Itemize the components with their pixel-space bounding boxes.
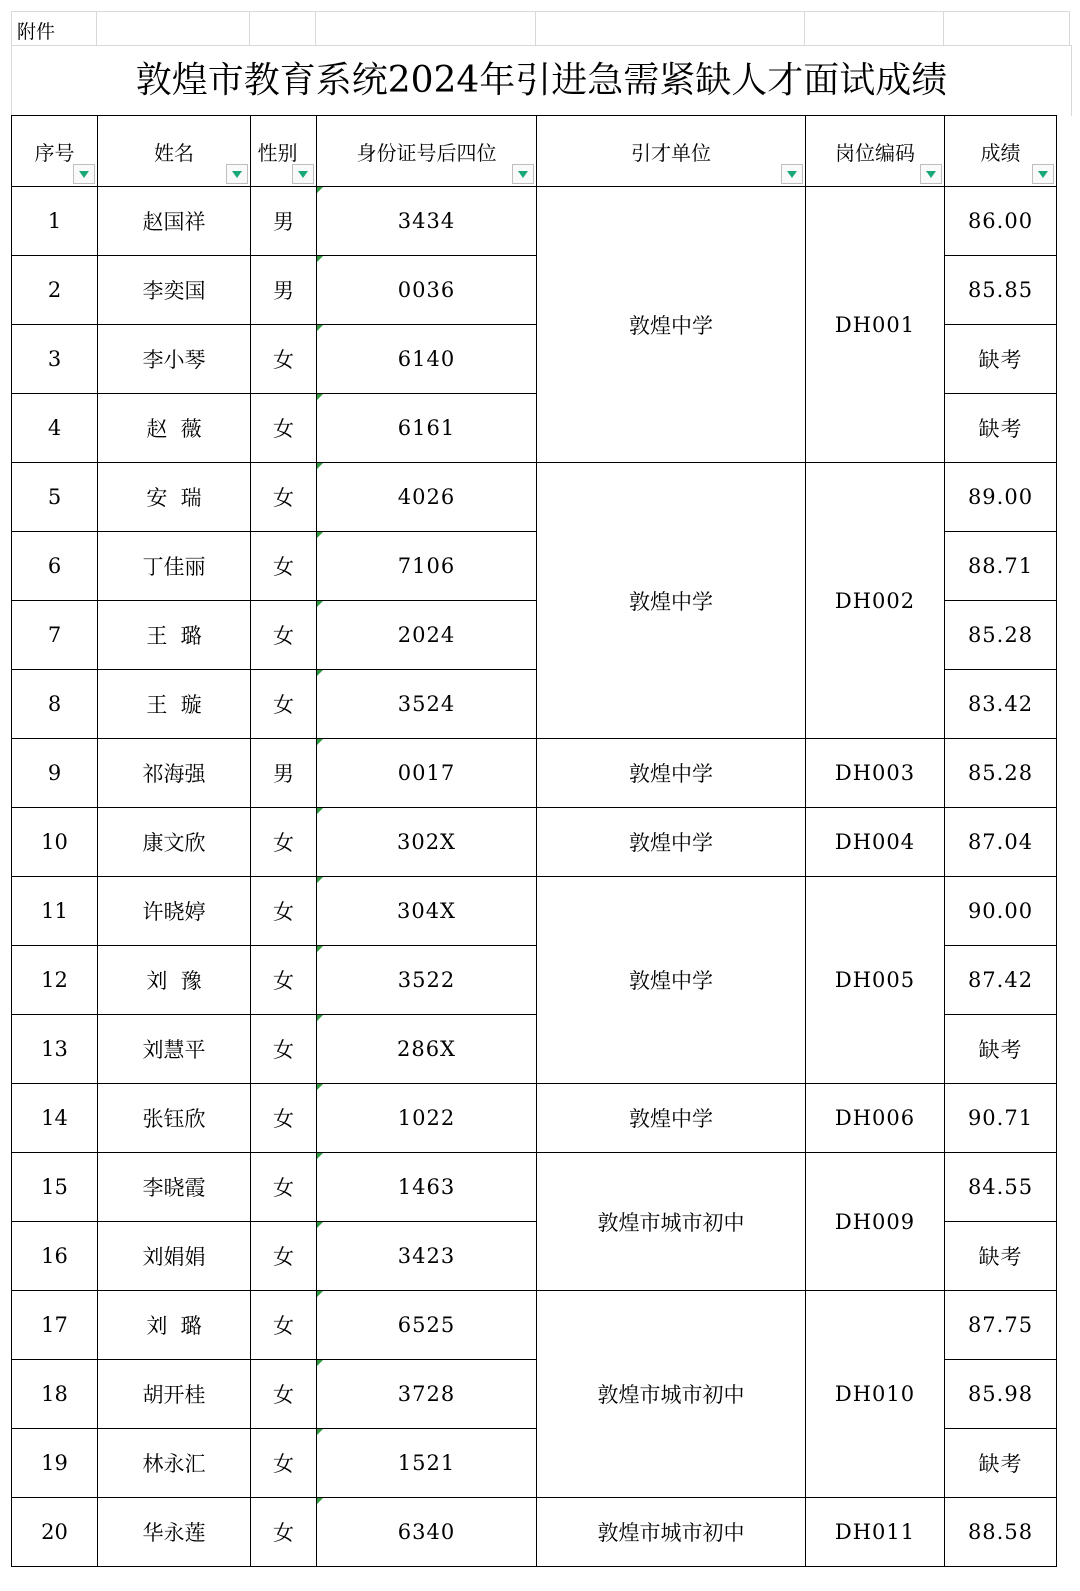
cell-id[interactable]: [317, 1153, 537, 1222]
cell-gender[interactable]: 女: [251, 325, 317, 394]
cell-name[interactable]: 许晓婷: [98, 877, 251, 946]
cell-gender[interactable]: 女: [251, 1015, 317, 1084]
cell-score[interactable]: 90.00: [945, 877, 1057, 946]
cell-id-value: 7106: [397, 554, 456, 578]
cell-id-value: 6525: [397, 1313, 456, 1337]
cell-id[interactable]: [317, 739, 537, 808]
cell-post-code[interactable]: DH002: [806, 463, 945, 739]
table-row: [12, 1153, 1057, 1222]
gridline: [535, 12, 536, 45]
cell-id[interactable]: [317, 1222, 537, 1291]
cell-id[interactable]: [317, 1498, 537, 1567]
text-number-flag-icon: [317, 394, 323, 400]
cell-gender[interactable]: 女: [251, 394, 317, 463]
header-id: [317, 116, 537, 187]
filter-dropdown-icon[interactable]: [292, 164, 314, 184]
cell-score[interactable]: 85.85: [945, 256, 1057, 325]
cell-id[interactable]: [317, 1291, 537, 1360]
cell-gender[interactable]: 女: [251, 1291, 317, 1360]
cell-name[interactable]: 张钰欣: [98, 1084, 251, 1153]
cell-name[interactable]: 胡开桂: [98, 1360, 251, 1429]
cell-seq[interactable]: 9: [12, 739, 98, 808]
cell-gender[interactable]: 女: [251, 1084, 317, 1153]
cell-id[interactable]: [317, 601, 537, 670]
cell-score[interactable]: 90.71: [945, 1084, 1057, 1153]
cell-score[interactable]: 缺考: [945, 1429, 1057, 1498]
cell-post-code[interactable]: DH004: [806, 808, 945, 877]
cell-name[interactable]: 王 璇: [98, 670, 251, 739]
cell-id-value: 3728: [397, 1382, 456, 1406]
table-row: [12, 187, 1057, 256]
table-row: [12, 463, 1057, 532]
cell-gender[interactable]: 女: [251, 532, 317, 601]
cell-gender[interactable]: 男: [251, 739, 317, 808]
cell-seq[interactable]: 2: [12, 256, 98, 325]
cell-unit[interactable]: 敦煌市城市初中: [537, 1291, 806, 1498]
cell-seq[interactable]: 14: [12, 1084, 98, 1153]
cell-seq[interactable]: 13: [12, 1015, 98, 1084]
text-number-flag-icon: [317, 1360, 323, 1366]
header-post-code: [806, 116, 945, 187]
cell-name[interactable]: 赵 薇: [98, 394, 251, 463]
cell-id[interactable]: [317, 187, 537, 256]
header-unit-label: 引才单位: [631, 140, 711, 165]
cell-id[interactable]: [317, 877, 537, 946]
cell-score[interactable]: 87.42: [945, 946, 1057, 1015]
cell-id-value: 6140: [397, 347, 456, 371]
text-number-flag-icon: [317, 463, 323, 469]
cell-post-code[interactable]: DH006: [806, 1084, 945, 1153]
cell-gender[interactable]: 女: [251, 808, 317, 877]
cell-gender[interactable]: 女: [251, 1153, 317, 1222]
cell-post-code[interactable]: DH011: [806, 1498, 945, 1567]
cell-seq[interactable]: 20: [12, 1498, 98, 1567]
cell-score[interactable]: 87.04: [945, 808, 1057, 877]
cell-score[interactable]: 85.28: [945, 739, 1057, 808]
text-number-flag-icon: [317, 946, 323, 952]
cell-score[interactable]: 缺考: [945, 325, 1057, 394]
cell-seq[interactable]: 10: [12, 808, 98, 877]
cell-unit[interactable]: 敦煌中学: [537, 877, 806, 1084]
text-number-flag-icon: [317, 1222, 323, 1228]
cell-unit[interactable]: 敦煌中学: [537, 808, 806, 877]
cell-id-value: 3522: [397, 968, 456, 992]
cell-id-value: 3423: [397, 1244, 456, 1268]
cell-id-value: 3524: [397, 692, 456, 716]
cell-id-value: 3434: [397, 209, 456, 233]
table-row: [12, 1084, 1057, 1153]
cell-name[interactable]: 安 瑞: [98, 463, 251, 532]
table-row: [12, 877, 1057, 946]
cell-id-value: 6161: [397, 416, 456, 440]
header-gender-label: 性别: [257, 140, 298, 165]
cell-name[interactable]: 刘 豫: [98, 946, 251, 1015]
cell-id[interactable]: [317, 670, 537, 739]
text-number-flag-icon: [317, 1429, 323, 1435]
cell-seq[interactable]: 4: [12, 394, 98, 463]
header-score: [945, 116, 1057, 187]
cell-id-value: 304X: [396, 899, 457, 923]
header-seq-label: 序号: [34, 140, 75, 165]
text-number-flag-icon: [317, 1498, 323, 1504]
cell-id-value: 0017: [397, 761, 456, 785]
text-number-flag-icon: [317, 1084, 323, 1090]
cell-name[interactable]: 王 璐: [98, 601, 251, 670]
filter-dropdown-icon[interactable]: [512, 164, 534, 184]
cell-score[interactable]: 缺考: [945, 394, 1057, 463]
cell-unit[interactable]: 敦煌中学: [537, 463, 806, 739]
cell-id-value: 302X: [396, 830, 457, 854]
cell-name[interactable]: 刘慧平: [98, 1015, 251, 1084]
gridline: [249, 12, 250, 45]
cell-id-value: 1463: [397, 1175, 456, 1199]
cell-score[interactable]: 87.75: [945, 1291, 1057, 1360]
cell-id[interactable]: [317, 1084, 537, 1153]
table-row: [12, 1498, 1057, 1567]
cell-score[interactable]: 86.00: [945, 187, 1057, 256]
cell-unit[interactable]: 敦煌中学: [537, 739, 806, 808]
title-row: [11, 45, 1072, 116]
text-number-flag-icon: [317, 1291, 323, 1297]
cell-gender[interactable]: 女: [251, 1222, 317, 1291]
table-row: [12, 739, 1057, 808]
cell-score[interactable]: 88.71: [945, 532, 1057, 601]
cell-id[interactable]: [317, 1015, 537, 1084]
cell-gender[interactable]: 男: [251, 256, 317, 325]
attachment-label: 附件: [17, 21, 56, 43]
cell-gender[interactable]: 女: [251, 463, 317, 532]
gridline: [804, 12, 805, 45]
header-row: [12, 116, 1057, 187]
cell-post-code[interactable]: DH003: [806, 739, 945, 808]
attachment-row: [11, 11, 1070, 45]
cell-seq[interactable]: 6: [12, 532, 98, 601]
cell-score[interactable]: 85.98: [945, 1360, 1057, 1429]
text-number-flag-icon: [317, 187, 323, 193]
cell-gender[interactable]: 男: [251, 187, 317, 256]
cell-gender[interactable]: 女: [251, 1429, 317, 1498]
header-name: [98, 116, 251, 187]
header-post-code-label: 岗位编码: [835, 140, 915, 165]
cell-seq[interactable]: 19: [12, 1429, 98, 1498]
cell-id-value: 4026: [397, 485, 456, 509]
filter-dropdown-icon[interactable]: [226, 164, 248, 184]
header-seq: [12, 116, 98, 187]
score-table: [11, 115, 1057, 1567]
cell-seq[interactable]: 15: [12, 1153, 98, 1222]
cell-name[interactable]: 李奕国: [98, 256, 251, 325]
cell-name[interactable]: 丁佳丽: [98, 532, 251, 601]
text-number-flag-icon: [317, 325, 323, 331]
cell-post-code[interactable]: DH001: [806, 187, 945, 463]
text-number-flag-icon: [317, 601, 323, 607]
gridline: [11, 12, 12, 45]
cell-id[interactable]: [317, 1429, 537, 1498]
gridline: [96, 12, 97, 45]
cell-seq[interactable]: 1: [12, 187, 98, 256]
cell-score[interactable]: 84.55: [945, 1153, 1057, 1222]
cell-id-value: 1521: [397, 1451, 456, 1475]
header-name-label: 姓名: [154, 140, 194, 165]
cell-id-value: 286X: [396, 1037, 457, 1061]
text-number-flag-icon: [317, 739, 323, 745]
header-gender: [251, 116, 317, 187]
table-row: [12, 808, 1057, 877]
cell-seq[interactable]: 18: [12, 1360, 98, 1429]
cell-id-value: 2024: [397, 623, 456, 647]
filter-dropdown-icon[interactable]: [781, 164, 803, 184]
cell-seq[interactable]: 5: [12, 463, 98, 532]
cell-seq[interactable]: 11: [12, 877, 98, 946]
cell-name[interactable]: 李晓霞: [98, 1153, 251, 1222]
filter-dropdown-icon[interactable]: [920, 164, 942, 184]
cell-name[interactable]: 华永莲: [98, 1498, 251, 1567]
gridline: [1069, 12, 1070, 45]
cell-id[interactable]: [317, 394, 537, 463]
cell-seq[interactable]: 12: [12, 946, 98, 1015]
cell-name[interactable]: 林永汇: [98, 1429, 251, 1498]
cell-score[interactable]: 缺考: [945, 1015, 1057, 1084]
text-number-flag-icon: [317, 532, 323, 538]
cell-unit[interactable]: 敦煌中学: [537, 1084, 806, 1153]
cell-unit[interactable]: 敦煌市城市初中: [537, 1498, 806, 1567]
cell-id[interactable]: [317, 325, 537, 394]
text-number-flag-icon: [317, 670, 323, 676]
cell-id[interactable]: [317, 946, 537, 1015]
table-row: [12, 1291, 1057, 1360]
cell-score[interactable]: 89.00: [945, 463, 1057, 532]
cell-post-code[interactable]: DH009: [806, 1153, 945, 1291]
text-number-flag-icon: [317, 256, 323, 262]
cell-seq[interactable]: 7: [12, 601, 98, 670]
cell-score[interactable]: 缺考: [945, 1222, 1057, 1291]
cell-gender[interactable]: 女: [251, 946, 317, 1015]
cell-seq[interactable]: 17: [12, 1291, 98, 1360]
cell-id[interactable]: [317, 256, 537, 325]
cell-gender[interactable]: 女: [251, 877, 317, 946]
filter-dropdown-icon[interactable]: [1032, 164, 1054, 184]
cell-gender[interactable]: 女: [251, 1498, 317, 1567]
cell-name[interactable]: 刘 璐: [98, 1291, 251, 1360]
cell-id[interactable]: [317, 532, 537, 601]
cell-seq[interactable]: 8: [12, 670, 98, 739]
text-number-flag-icon: [317, 1153, 323, 1159]
cell-seq[interactable]: 3: [12, 325, 98, 394]
cell-gender[interactable]: 女: [251, 670, 317, 739]
text-number-flag-icon: [317, 808, 323, 814]
gridline: [943, 12, 944, 45]
cell-id-value: 1022: [397, 1106, 456, 1130]
cell-unit[interactable]: 敦煌中学: [537, 187, 806, 463]
gridline: [315, 12, 316, 45]
cell-seq[interactable]: 16: [12, 1222, 98, 1291]
cell-id[interactable]: [317, 1360, 537, 1429]
cell-id-value: 0036: [397, 278, 456, 302]
cell-gender[interactable]: 女: [251, 601, 317, 670]
header-score-label: 成绩: [980, 140, 1021, 165]
cell-score[interactable]: 83.42: [945, 670, 1057, 739]
text-number-flag-icon: [317, 877, 323, 883]
cell-name[interactable]: 祁海强: [98, 739, 251, 808]
header-id-label: 身份证号后四位: [356, 140, 497, 165]
cell-score[interactable]: 88.58: [945, 1498, 1057, 1567]
cell-score[interactable]: 85.28: [945, 601, 1057, 670]
page-title: 敦煌市教育系统2024年引进急需紧缺人才面试成绩: [135, 60, 948, 101]
cell-unit[interactable]: 敦煌市城市初中: [537, 1153, 806, 1291]
cell-post-code[interactable]: DH005: [806, 877, 945, 1084]
cell-id-value: 6340: [397, 1520, 456, 1544]
cell-name[interactable]: 赵国祥: [98, 187, 251, 256]
cell-id[interactable]: [317, 463, 537, 532]
cell-gender[interactable]: 女: [251, 1360, 317, 1429]
cell-post-code[interactable]: DH010: [806, 1291, 945, 1498]
cell-id[interactable]: [317, 808, 537, 877]
filter-dropdown-icon[interactable]: [73, 164, 95, 184]
cell-name[interactable]: 李小琴: [98, 325, 251, 394]
cell-name[interactable]: 刘娟娟: [98, 1222, 251, 1291]
text-number-flag-icon: [317, 1015, 323, 1021]
header-unit: [537, 116, 806, 187]
cell-name[interactable]: 康文欣: [98, 808, 251, 877]
